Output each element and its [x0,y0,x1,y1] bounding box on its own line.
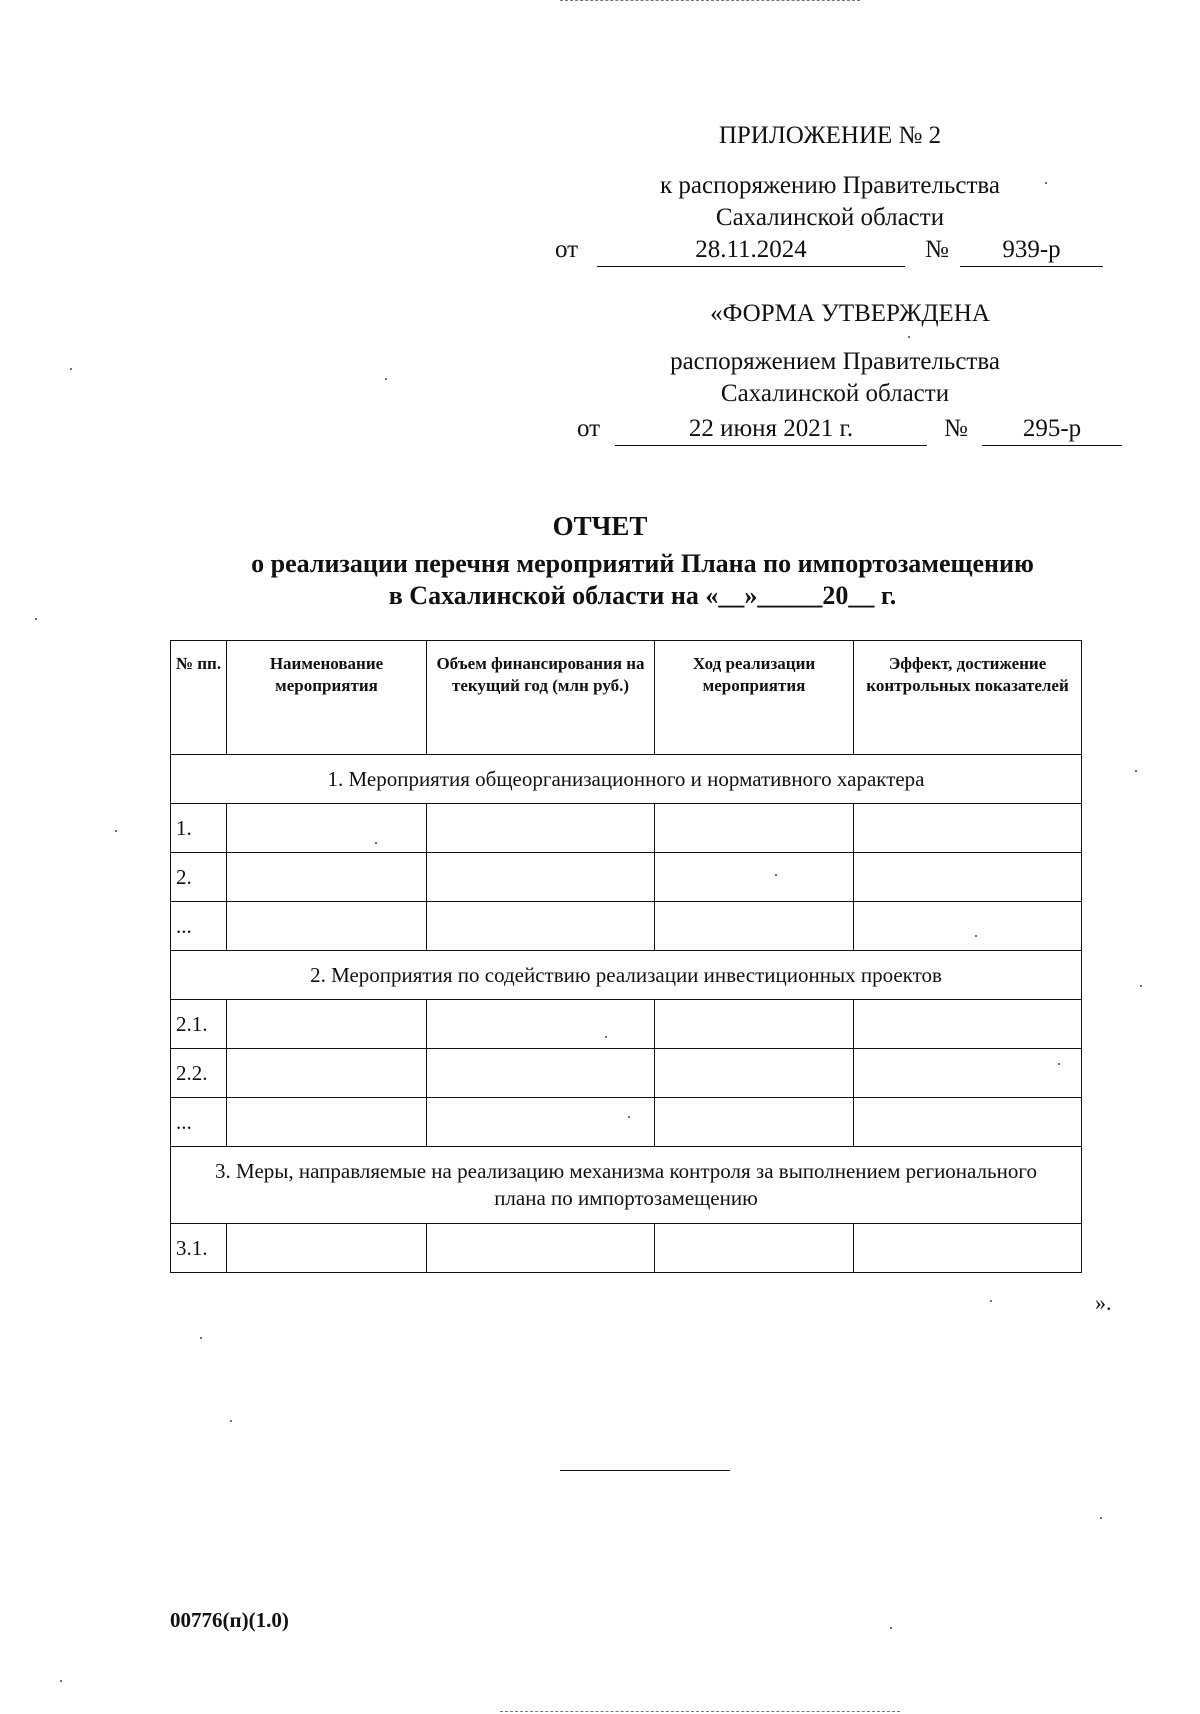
table-row [171,1000,1082,1049]
header-progress: Ход реализации мероприятия [655,641,854,755]
row-number: 1. [171,804,227,853]
section-title: 1. Мероприятия общеорганизационного и нормативного характера [171,755,1082,804]
section-title [171,1147,1082,1224]
row-number: 3.1. [171,1224,227,1273]
section-row [171,951,1082,1000]
scan-speck [1045,182,1047,184]
cell-effect[interactable] [854,804,1082,853]
table-row [171,1224,1082,1273]
scan-edge-top [560,0,860,1]
scan-speck [70,368,72,370]
table-row [171,1098,1082,1147]
scan-speck [60,1680,62,1682]
cell-funding[interactable] [427,853,655,902]
cell-effect[interactable] [854,1224,1082,1273]
row-number: ... [171,1098,227,1147]
header-measure-name: Наименование мероприятия [227,641,427,755]
cell-progress[interactable] [655,853,854,902]
closing-quote-mark: ». [1095,1290,1112,1315]
table-row [171,853,1082,902]
scan-speck [385,378,387,380]
document-code: 00776(п)(1.0) [170,1608,289,1632]
scan-speck [1058,1063,1060,1065]
cell-funding[interactable] [427,1000,655,1049]
table-row [171,1049,1082,1098]
order-reference-line-1: к распоряжению Правительства [659,172,1000,199]
cell-measure-name[interactable] [227,1049,427,1098]
cell-progress[interactable] [655,804,854,853]
cell-progress[interactable] [655,1000,854,1049]
cell-effect[interactable] [854,902,1082,951]
scan-speck [975,935,977,937]
order-reference-line-2: Сахалинской области [715,204,945,231]
end-separator-line [560,1470,730,1471]
report-table [170,640,1082,1273]
scan-speck [775,874,777,876]
scan-speck [628,1116,630,1118]
row-number: 2. [171,853,227,902]
scan-speck [35,618,37,620]
number-label: № [925,236,949,263]
row-number: ... [171,902,227,951]
scan-speck [1140,985,1142,987]
from-label: от [577,415,601,442]
order-number: 939-р [960,236,1103,267]
cell-measure-name[interactable] [227,1098,427,1147]
cell-measure-name[interactable] [227,1000,427,1049]
cell-effect[interactable] [854,1049,1082,1098]
approved-by-line-2: Сахалинской области [720,380,950,407]
cell-progress[interactable] [655,1049,854,1098]
approved-by [625,346,1045,410]
scan-speck [908,336,910,338]
cell-measure-name[interactable] [227,1224,427,1273]
report-subtitle-line-2: в Сахалинской области на «__»_____20__ г. [388,581,897,610]
cell-measure-name[interactable] [227,804,427,853]
cell-funding[interactable] [427,902,655,951]
cell-measure-name[interactable] [227,902,427,951]
report-title: ОТЧЕТ [552,511,648,541]
cell-progress[interactable] [655,1098,854,1147]
cell-funding[interactable] [427,1049,655,1098]
scan-edge-bottom [500,1711,900,1712]
cell-funding[interactable] [427,1098,655,1147]
cell-funding[interactable] [427,1224,655,1273]
scan-speck [230,1420,232,1422]
cell-progress[interactable] [655,902,854,951]
order-reference [620,170,1040,234]
section-title-text: 3. Меры, направляемые на реализацию механизма контроля за выполнением регионального плана по импортозамещению [215,1159,1037,1210]
scan-speck [990,1300,992,1302]
approval-number: 295-р [982,415,1122,446]
cell-funding[interactable] [427,804,655,853]
report-subtitle-line-1: о реализации перечня мероприятий Плана по импортозамещению [251,549,1034,578]
row-number: 2.1. [171,1000,227,1049]
scan-speck [375,842,377,844]
from-label: от [555,236,579,263]
section-title: 2. Мероприятия по содействию реализации инвестиционных проектов [171,951,1082,1000]
header-funding: Объем финансирования на текущий год (млн руб.) [427,641,655,755]
order-date: 28.11.2024 [597,236,905,267]
header-effect: Эффект, достижение контрольных показателей [854,641,1082,755]
scan-speck [1135,770,1137,772]
header-number: № пп. [171,641,227,755]
section-row [171,1147,1082,1224]
cell-effect[interactable] [854,853,1082,902]
cell-measure-name[interactable] [227,853,427,902]
scan-speck [890,1627,892,1629]
table-row [171,804,1082,853]
scan-speck [605,1036,607,1038]
approval-date: 22 июня 2021 г. [615,415,927,446]
scan-speck [115,830,117,832]
report-subtitle [0,548,1200,612]
approval-date-number-line [577,415,1127,449]
table-row [171,902,1082,951]
cell-effect[interactable] [854,1000,1082,1049]
table-header-row [171,641,1082,755]
section-row [171,755,1082,804]
cell-effect[interactable] [854,1098,1082,1147]
approved-form-title: «ФОРМА УТВЕРЖДЕНА [710,300,990,327]
appendix-title: ПРИЛОЖЕНИЕ № 2 [718,122,942,149]
scan-speck [1100,1517,1102,1519]
scan-speck [200,1337,202,1339]
order-date-number-line [555,236,1110,270]
cell-progress[interactable] [655,1224,854,1273]
number-label: № [944,415,968,442]
approved-by-line-1: распоряжением Правительства [670,348,1000,375]
row-number: 2.2. [171,1049,227,1098]
